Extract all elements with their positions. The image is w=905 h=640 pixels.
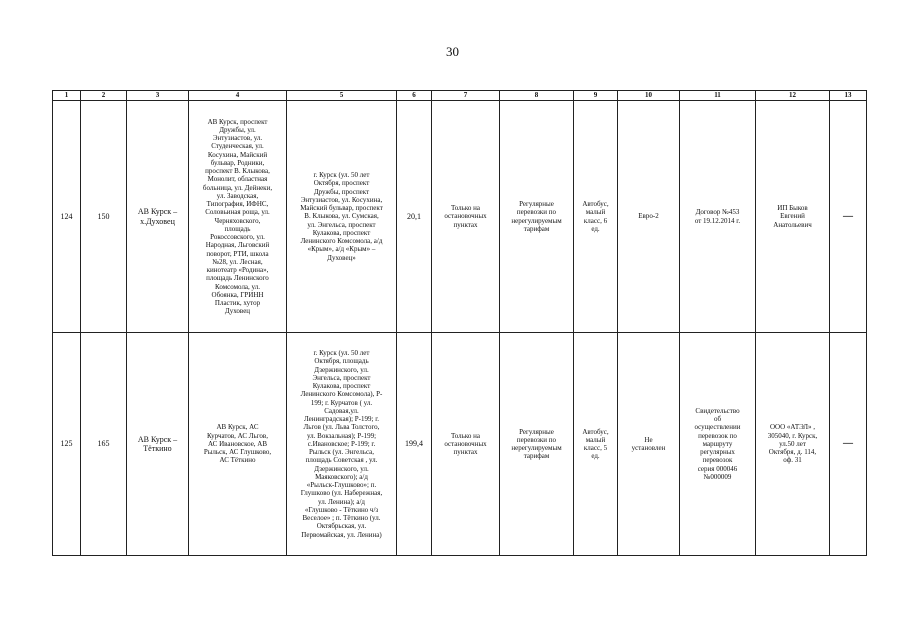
cell-line: Регулярные [519,200,554,208]
cell-line: ул.50 лет [779,439,806,448]
cell-line: Только на [451,204,480,213]
cell-line: Майский бульвар, проспект [300,204,383,213]
boarding-procedure-cell [432,333,500,556]
cell-line: Студенческая, ул. [211,142,264,151]
cell-line: серия 000046 [697,464,738,473]
cell-line: Духовец» [327,253,356,262]
stops-cell [189,101,287,333]
cell-line: ул. Энгельса, проспект [307,220,376,229]
header-cell: 1 [53,91,81,101]
cell-line: площадь Ленинского [206,274,269,283]
cell-line: Октября, проспект [313,179,370,188]
cell-line: пунктах [453,220,478,229]
header-cell: 6 [397,91,432,101]
cell-line: Кулакова, проспект [312,382,371,391]
cell-line: класс, 6 [583,216,608,225]
cell-line: осуществлении [694,423,741,432]
cell-line: ул. Вокзальная); Р-199; [306,431,377,440]
cell-line: Дзержинского, ул. [314,365,369,374]
cell-line: №28, ул. Лесная, [212,257,263,266]
carrier-cell [756,101,830,333]
routes-table [52,90,867,556]
cell-line: Типография, ИФНС, [206,200,269,208]
cell-line: нерегулируемым [511,216,562,225]
cell-line: площадь [224,224,251,233]
boarding-procedure-cell [432,101,500,333]
route-number-cell: 150 [81,101,127,333]
header-cell: 5 [287,91,397,101]
cell-line: Октября, площадь [314,357,369,366]
cell-line: перевозки по [516,435,557,444]
cell-line: «Крым», а/д «Крым» – [307,245,376,254]
cell-line: №000009 [703,472,732,481]
cell-line: Только на [451,431,480,440]
cell-line: поворот, РТИ, школа [206,249,269,258]
cell-line: перевозки по [516,208,557,217]
page-number: 30 [446,44,459,59]
header-cell: 9 [574,91,618,101]
cell-line: Льгов (ул. Льва Толстого, [303,423,380,432]
document-cell [680,101,756,333]
cell-line: Первомайская, ул. Ленина) [301,530,382,539]
cell-line: АВ Курск – [137,207,178,217]
cell-line: установлен [631,444,666,452]
cell-line: Анатольевич [773,220,812,229]
cell-line: Монолит, областная [207,175,268,184]
cell-line: Косухина, Майский [207,150,268,159]
cell-line: АВ Курск, проспект [207,117,268,126]
header-cell: 8 [500,91,574,101]
cell-line: Пластик, хутор [214,299,261,307]
cell-line: Регулярные [519,427,554,436]
cell-line: тарифам [523,224,550,233]
header-cell: 12 [756,91,830,101]
cell-line: перевозок по [698,431,737,440]
cell-line: Ленинского Комсомола, а/д [300,237,383,246]
cell-line: Октябрьская, ул. [316,522,367,531]
cell-line: Народная, Льговский [205,241,270,250]
cell-line: Энтузиастов, ул. Косухина, [300,195,383,204]
cell-line: ед. [591,224,600,233]
cell-line: ед. [591,452,600,461]
cell-line: Обоянка, ГРИНН [211,290,264,299]
cell-line: Курчатов, АС Льгов, [206,431,268,440]
row-number-cell: 124 [53,101,81,333]
header-cell: 13 [830,91,867,101]
route-name-cell [127,333,189,556]
cell-line: Черняховского, [214,216,261,225]
cell-line: Свидетельство [695,406,740,415]
eco-class-cell [618,101,680,333]
cell-line: г. Курск (ул. 50 лет [313,171,370,180]
cell-line: остановочных [444,212,487,221]
cell-line: 199; г. Курчатов ( ул. [310,398,373,407]
cell-line: Евгений [780,212,805,221]
cell-line: х.Духовец [140,216,175,226]
cell-line: остановочных [444,439,487,448]
document-cell [680,333,756,556]
header-cell: 10 [618,91,680,101]
cell-line: «Рыльск-Глушково»; п. [306,481,377,490]
cell-line: Ленинградская); Р-199; г. [303,415,380,424]
cell-line: АВ Курск, АС [216,423,259,432]
vehicle-cell [574,333,618,556]
route-number-cell: 165 [81,333,127,556]
cell-line: В. Клыкова, ул. Сумская, [304,212,379,221]
vehicle-cell [574,101,618,333]
header-row [53,91,867,101]
cell-line: Глушково (ул. Набережная, [300,489,383,498]
cell-line: Дзержинского, ул. [314,464,369,473]
cell-line: с.Ивановское; Р-199; г. [307,439,376,448]
cell-line: Рыльск, АС Глушково, [203,448,272,457]
cell-line: оф. 31 [783,456,802,465]
header-cell: 4 [189,91,287,101]
length-cell: 20,1 [397,101,432,333]
cell-line: Евро-2 [638,212,659,221]
cell-line: Духовец [224,307,251,316]
cell-line: Не [644,435,653,444]
cell-line: Садовая,ул. [324,406,359,415]
cell-line: больница, ул. Дейнеки, [202,183,273,192]
cell-line: класс, 5 [583,444,608,452]
cell-line: Веселое» ; п. Тёткино (ул. [302,514,381,523]
cell-line: пунктах [453,448,478,457]
cell-line: регулярных [700,448,735,457]
header-cell: 11 [680,91,756,101]
cell-line: Соловьиная роща, ул. [205,208,270,217]
cell-line: ул. Ленина); а/д [318,497,365,506]
cell-line: ООО «АТЭЛ» , [769,423,816,432]
cell-line: Октября, д. 114, [768,448,817,457]
cell-line: малый [585,208,606,217]
cell-line: «Глушково - Тёткино ч/з [304,505,379,514]
cell-line: Маяковского); а/д [315,472,368,481]
transport-type-cell [500,333,574,556]
header-cell: 3 [127,91,189,101]
cell-line: Энгельса, проспект [312,373,371,382]
cell-line: ИП Быков [777,204,808,213]
table-row [53,333,867,556]
eco-class-cell [618,333,680,556]
cell-line: АС Тёткино [219,456,256,465]
cell-line: маршруту [702,439,733,448]
cell-line: Договор №453 [695,208,740,217]
streets-cell [287,333,397,556]
cell-line: 305040, г. Курск, [767,431,818,440]
cell-line: тарифам [523,452,550,461]
cell-line: ул. Заводская, [216,191,259,200]
stops-cell [189,333,287,556]
cell-line: от 19.12.2014 г. [694,216,741,225]
cell-line: АС Ивановское, АВ [207,439,268,448]
cell-line: проспект В. Клыкова, [205,167,270,175]
notes-cell: — [830,101,867,333]
cell-line: Дружбы, проспект [313,187,370,196]
length-cell: 199,4 [397,333,432,556]
cell-line: малый [585,435,606,444]
cell-line: Рокоссовского, ул. [210,233,265,241]
cell-line: кинотеатр «Родина», [206,266,269,274]
header-cell: 7 [432,91,500,101]
cell-line: АВ Курск – [137,434,178,444]
cell-line: нерегулируемым [511,444,562,452]
carrier-cell [756,333,830,556]
transport-type-cell [500,101,574,333]
cell-line: Дружбы, ул. [219,125,256,134]
cell-line: перевозок [702,456,733,465]
route-name-cell [127,101,189,333]
cell-line: Автобус, [582,200,609,208]
cell-line: Энтузиастов, ул. [212,134,263,142]
streets-cell [287,101,397,333]
cell-line: площадь Советская , ул. [305,456,378,465]
cell-line: Ленинского Комсомола), Р- [300,390,383,399]
cell-line: Комсомола, ул. [215,282,260,291]
row-number-cell: 125 [53,333,81,556]
cell-line: об [713,415,722,424]
table-row [53,101,867,333]
cell-line: Кулакова, проспект [312,228,371,237]
cell-line: Рыльск (ул. Энгельса, [308,448,375,457]
header-cell: 2 [81,91,127,101]
notes-cell: — [830,333,867,556]
cell-line: бульвар, Родники, [210,158,265,167]
cell-line: Тёткино [143,444,172,453]
cell-line: г. Курск (ул. 50 лет [313,349,370,358]
cell-line: Автобус, [582,427,609,436]
